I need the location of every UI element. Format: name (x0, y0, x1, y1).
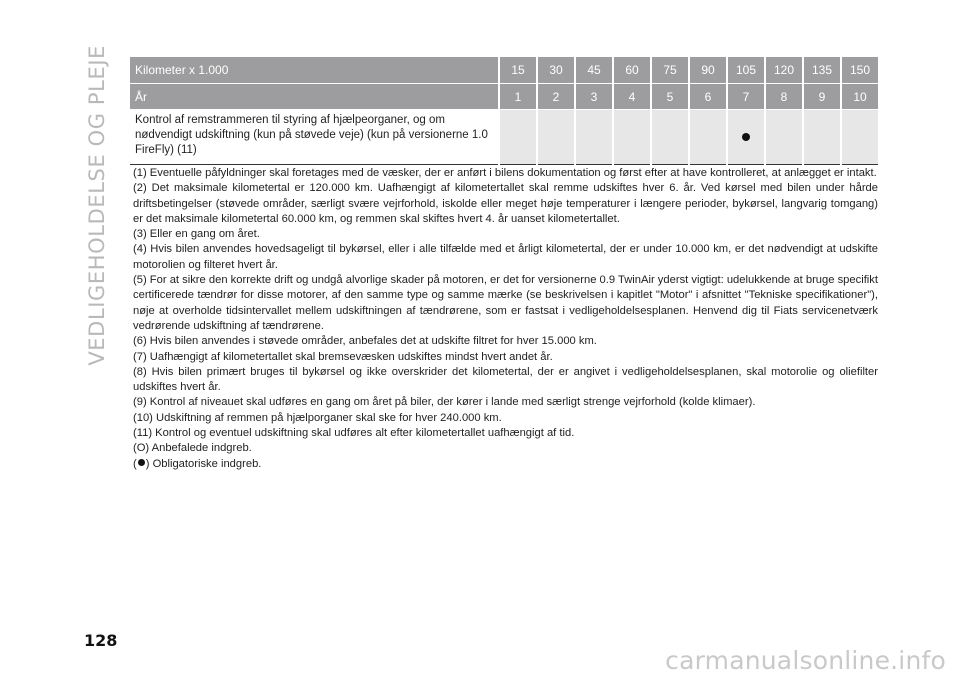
year-value: 3 (576, 83, 612, 109)
interval-cell (538, 109, 574, 165)
legend-suffix: ) Obligatoriske indgreb. (145, 457, 262, 470)
footnote: (9) Kontrol af niveauet skal udføres en gang om året på biler, der kører i lande med særligt strenge vejrforhold (kolde klimaer). (133, 396, 756, 409)
year-value: 10 (842, 83, 878, 109)
footnote: (4) Hvis bilen anvendes hovedsageligt til bykørsel, eller i alle tilfælde med et årligt kilometertal, der er under 10.000 km, er det nødvendigt at udskifte motorolien og filteret hvert år. (133, 243, 878, 271)
km-value: 60 (614, 57, 650, 83)
year-header-row (130, 83, 878, 109)
km-header-row (130, 57, 878, 83)
page-number: 128 (84, 631, 118, 650)
interval-cell (576, 109, 612, 165)
year-value: 6 (690, 83, 726, 109)
watermark: carmanualsonline.info (665, 646, 946, 675)
mandatory-dot-icon (138, 459, 145, 466)
year-value: 5 (652, 83, 688, 109)
footnote: (1) Eventuelle påfyldninger skal foretages med de væsker, der er anført i bilens dokumentation og først efter at have kontrolleret, at anlægget er intakt. (133, 167, 877, 179)
interval-cell (766, 109, 802, 165)
interval-cell (804, 109, 840, 165)
interval-cell (500, 109, 536, 165)
maintenance-table (128, 57, 880, 165)
km-value: 15 (500, 57, 536, 83)
interval-cell (728, 109, 764, 165)
km-value: 45 (576, 57, 612, 83)
year-value: 8 (766, 83, 802, 109)
footnote: (3) Eller en gang om året. (133, 228, 260, 241)
year-value: 2 (538, 83, 574, 109)
km-header-label: Kilometer x 1.000 (130, 57, 498, 83)
footnote: (5) For at sikre den korrekte drift og undgå alvorlige skader på motoren, er det for versionerne 0.9 TwinAir yderst vigtigt: udelukkende at bruge specifikt certificerede tændrør for disse motorer, af den samme type og samme mærke (se beskrivelsen i kapitlet "Motor" i afsnittet "Tekniske specifikationer"), nøje at overholde tidsintervallet mellem udskiftningen af tændrørene, som er fastsat i vedligeholdelsesplanen. Henvend dig til Fiats servicenetværk vedrørende udskiftning af tændrørene. (133, 274, 878, 332)
interval-cell (842, 109, 878, 165)
km-value: 150 (842, 57, 878, 83)
year-value: 1 (500, 83, 536, 109)
km-value: 90 (690, 57, 726, 83)
year-value: 7 (728, 83, 764, 109)
footnote: (11) Kontrol og eventuel udskiftning skal udføres alt efter kilometertallet uafhængigt af tid. (133, 427, 575, 440)
legend-prefix: ( (133, 457, 137, 470)
footnote: (6) Hvis bilen anvendes i støvede områder, anbefales det at udskifte filtret for hver 15.000 km. (133, 335, 597, 348)
interval-cell (690, 109, 726, 165)
footnote: (7) Uafhængigt af kilometertallet skal bremsevæsken udskiftes mindst hvert andet år. (133, 350, 553, 363)
year-value: 9 (804, 83, 840, 109)
table-row (130, 109, 878, 165)
footnotes (133, 166, 878, 472)
footnote: (8) Hvis bilen primært bruges til bykørsel og ikke overskrider det kilometertal, der er angivet i vedligeholdelsesplanen, skal motorolie og oliefilter udskiftes hvert år. (133, 365, 878, 394)
interval-cell (614, 109, 650, 165)
mandatory-dot-icon (742, 133, 750, 141)
km-value: 120 (766, 57, 802, 83)
footnote: (O) Anbefalede indgreb. (133, 442, 252, 455)
footnote: (2) Det maksimale kilometertal er 120.000 km. Uafhængigt af kilometertallet skal remme udskiftes hver 6. år. Ved kørsel med bilen under hårde driftsbetingelser (støvede områder, særligt svære vejrforhold, iskolde eller meget høje temperaturer i længere perioder, bykørsel, langvarig tomgang) er det maksimale kilometertal 60.000 km, og remmen skal skiftes hvert 4. år uanset kilometertallet. (133, 182, 878, 225)
km-value: 30 (538, 57, 574, 83)
km-value: 75 (652, 57, 688, 83)
row-description: Kontrol af remstrammeren til styring af hjælpeorganer, og om nødvendigt udskiftning (kun på støvede veje) (kun på versionerne 1.0 FireFly) (11) (130, 109, 498, 165)
section-title-text: VEDLIGEHOLDELSE OG PLEJE (85, 45, 109, 366)
section-title-vertical (82, 45, 112, 366)
year-value: 4 (614, 83, 650, 109)
legend-mandatory (133, 457, 878, 472)
km-value: 105 (728, 57, 764, 83)
year-header-label: År (130, 83, 498, 109)
km-value: 135 (804, 57, 840, 83)
footnote: (10) Udskiftning af remmen på hjælporganer skal ske for hver 240.000 km. (133, 411, 502, 424)
interval-cell (652, 109, 688, 165)
